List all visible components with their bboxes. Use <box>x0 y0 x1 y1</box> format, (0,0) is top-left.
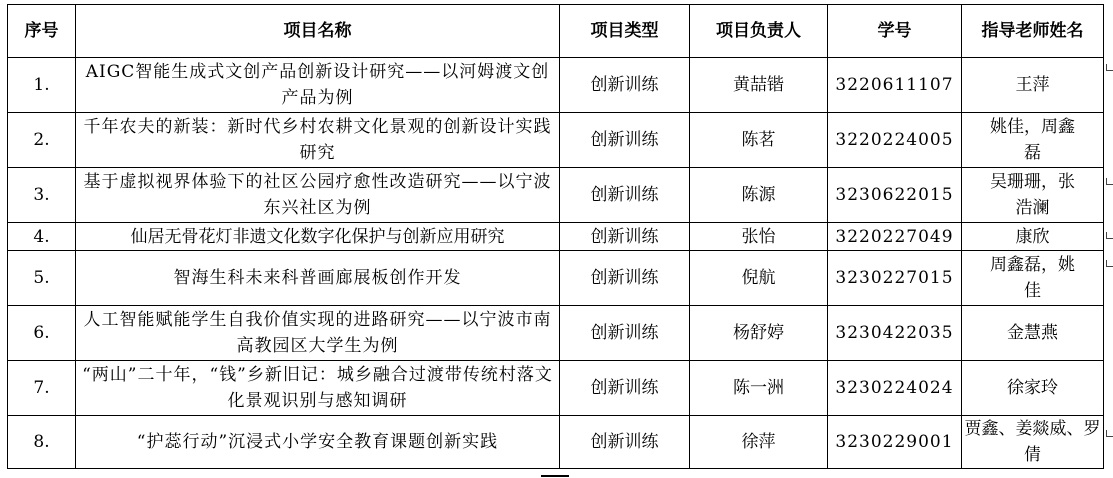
cell-student-id: 3230224024 <box>828 361 962 416</box>
cell-student-id: 3230622015 <box>828 168 962 223</box>
cell-project-name: “两山”二十年，“钱”乡新旧记：城乡融合过渡带传统村落文化景观识别与感知调研 <box>76 361 560 416</box>
cell-leader: 徐萍 <box>690 416 828 469</box>
cell-project-type: 创新训练 <box>560 113 690 168</box>
table-row <box>8 168 1104 223</box>
cell-project-type: 创新训练 <box>560 251 690 306</box>
cell-student-id: 3230227015 <box>828 251 962 306</box>
cell-advisor: 吴珊珊，张浩澜 <box>962 168 1104 223</box>
header-seq: 序号 <box>8 5 76 58</box>
project-table <box>7 4 1104 469</box>
cell-leader: 张怡 <box>690 223 828 251</box>
table-row <box>8 223 1104 251</box>
table-row <box>8 58 1104 113</box>
cell-student-id: 3230422035 <box>828 306 962 361</box>
cell-seq: 8. <box>8 416 76 469</box>
table-row <box>8 416 1104 469</box>
row-end-mark <box>1106 64 1113 71</box>
cell-advisor: 康欣 <box>962 223 1104 251</box>
row-end-mark <box>1106 178 1113 185</box>
row-end-mark <box>1106 430 1113 437</box>
cell-project-type: 创新训练 <box>560 168 690 223</box>
cell-seq: 6. <box>8 306 76 361</box>
cell-leader: 倪航 <box>690 251 828 306</box>
cell-advisor: 徐家玲 <box>962 361 1104 416</box>
cell-seq: 2. <box>8 113 76 168</box>
cell-project-name: 人工智能赋能学生自我价值实现的进路研究——以宁波市南高教园区大学生为例 <box>76 306 560 361</box>
cell-seq: 3. <box>8 168 76 223</box>
page-footer-mark <box>541 475 569 477</box>
cell-student-id: 3220224005 <box>828 113 962 168</box>
table-row <box>8 306 1104 361</box>
header-advisor: 指导老师姓名 <box>962 5 1104 58</box>
cell-project-name: AIGC智能生成式文创产品创新设计研究——以河姆渡文创产品为例 <box>76 58 560 113</box>
table-row <box>8 361 1104 416</box>
cell-student-id: 3230229001 <box>828 416 962 469</box>
cell-project-type: 创新训练 <box>560 416 690 469</box>
header-row <box>8 5 1104 58</box>
cell-project-name: “护蕊行动”沉浸式小学安全教育课题创新实践 <box>76 416 560 469</box>
cell-leader: 陈源 <box>690 168 828 223</box>
cell-project-name: 千年农夫的新装：新时代乡村农耕文化景观的创新设计实践研究 <box>76 113 560 168</box>
cell-seq: 5. <box>8 251 76 306</box>
cell-leader: 陈一洲 <box>690 361 828 416</box>
cell-advisor: 周鑫磊，姚佳 <box>962 251 1104 306</box>
cell-student-id: 3220611107 <box>828 58 962 113</box>
cell-advisor: 姚佳，周鑫磊 <box>962 113 1104 168</box>
cell-seq: 7. <box>8 361 76 416</box>
cell-project-name: 基于虚拟视界体验下的社区公园疗愈性改造研究——以宁波东兴社区为例 <box>76 168 560 223</box>
cell-project-type: 创新训练 <box>560 58 690 113</box>
header-project-type: 项目类型 <box>560 5 690 58</box>
cell-project-type: 创新训练 <box>560 223 690 251</box>
cell-student-id: 3220227049 <box>828 223 962 251</box>
row-end-mark <box>1106 232 1113 239</box>
cell-leader: 陈茗 <box>690 113 828 168</box>
cell-leader: 黄喆锴 <box>690 58 828 113</box>
cell-project-type: 创新训练 <box>560 361 690 416</box>
row-end-mark <box>1106 260 1113 267</box>
cell-advisor: 金慧燕 <box>962 306 1104 361</box>
cell-project-type: 创新训练 <box>560 306 690 361</box>
cell-project-name: 仙居无骨花灯非遗文化数字化保护与创新应用研究 <box>76 223 560 251</box>
header-student-id: 学号 <box>828 5 962 58</box>
table-row <box>8 113 1104 168</box>
cell-advisor: 王萍 <box>962 58 1104 113</box>
cell-seq: 1. <box>8 58 76 113</box>
cell-advisor: 贾鑫、姜燚威、罗倩 <box>962 416 1104 469</box>
header-project-leader: 项目负责人 <box>690 5 828 58</box>
cell-seq: 4. <box>8 223 76 251</box>
header-project-name: 项目名称 <box>76 5 560 58</box>
cell-project-name: 智海生科未来科普画廊展板创作开发 <box>76 251 560 306</box>
table-row <box>8 251 1104 306</box>
cell-leader: 杨舒婷 <box>690 306 828 361</box>
